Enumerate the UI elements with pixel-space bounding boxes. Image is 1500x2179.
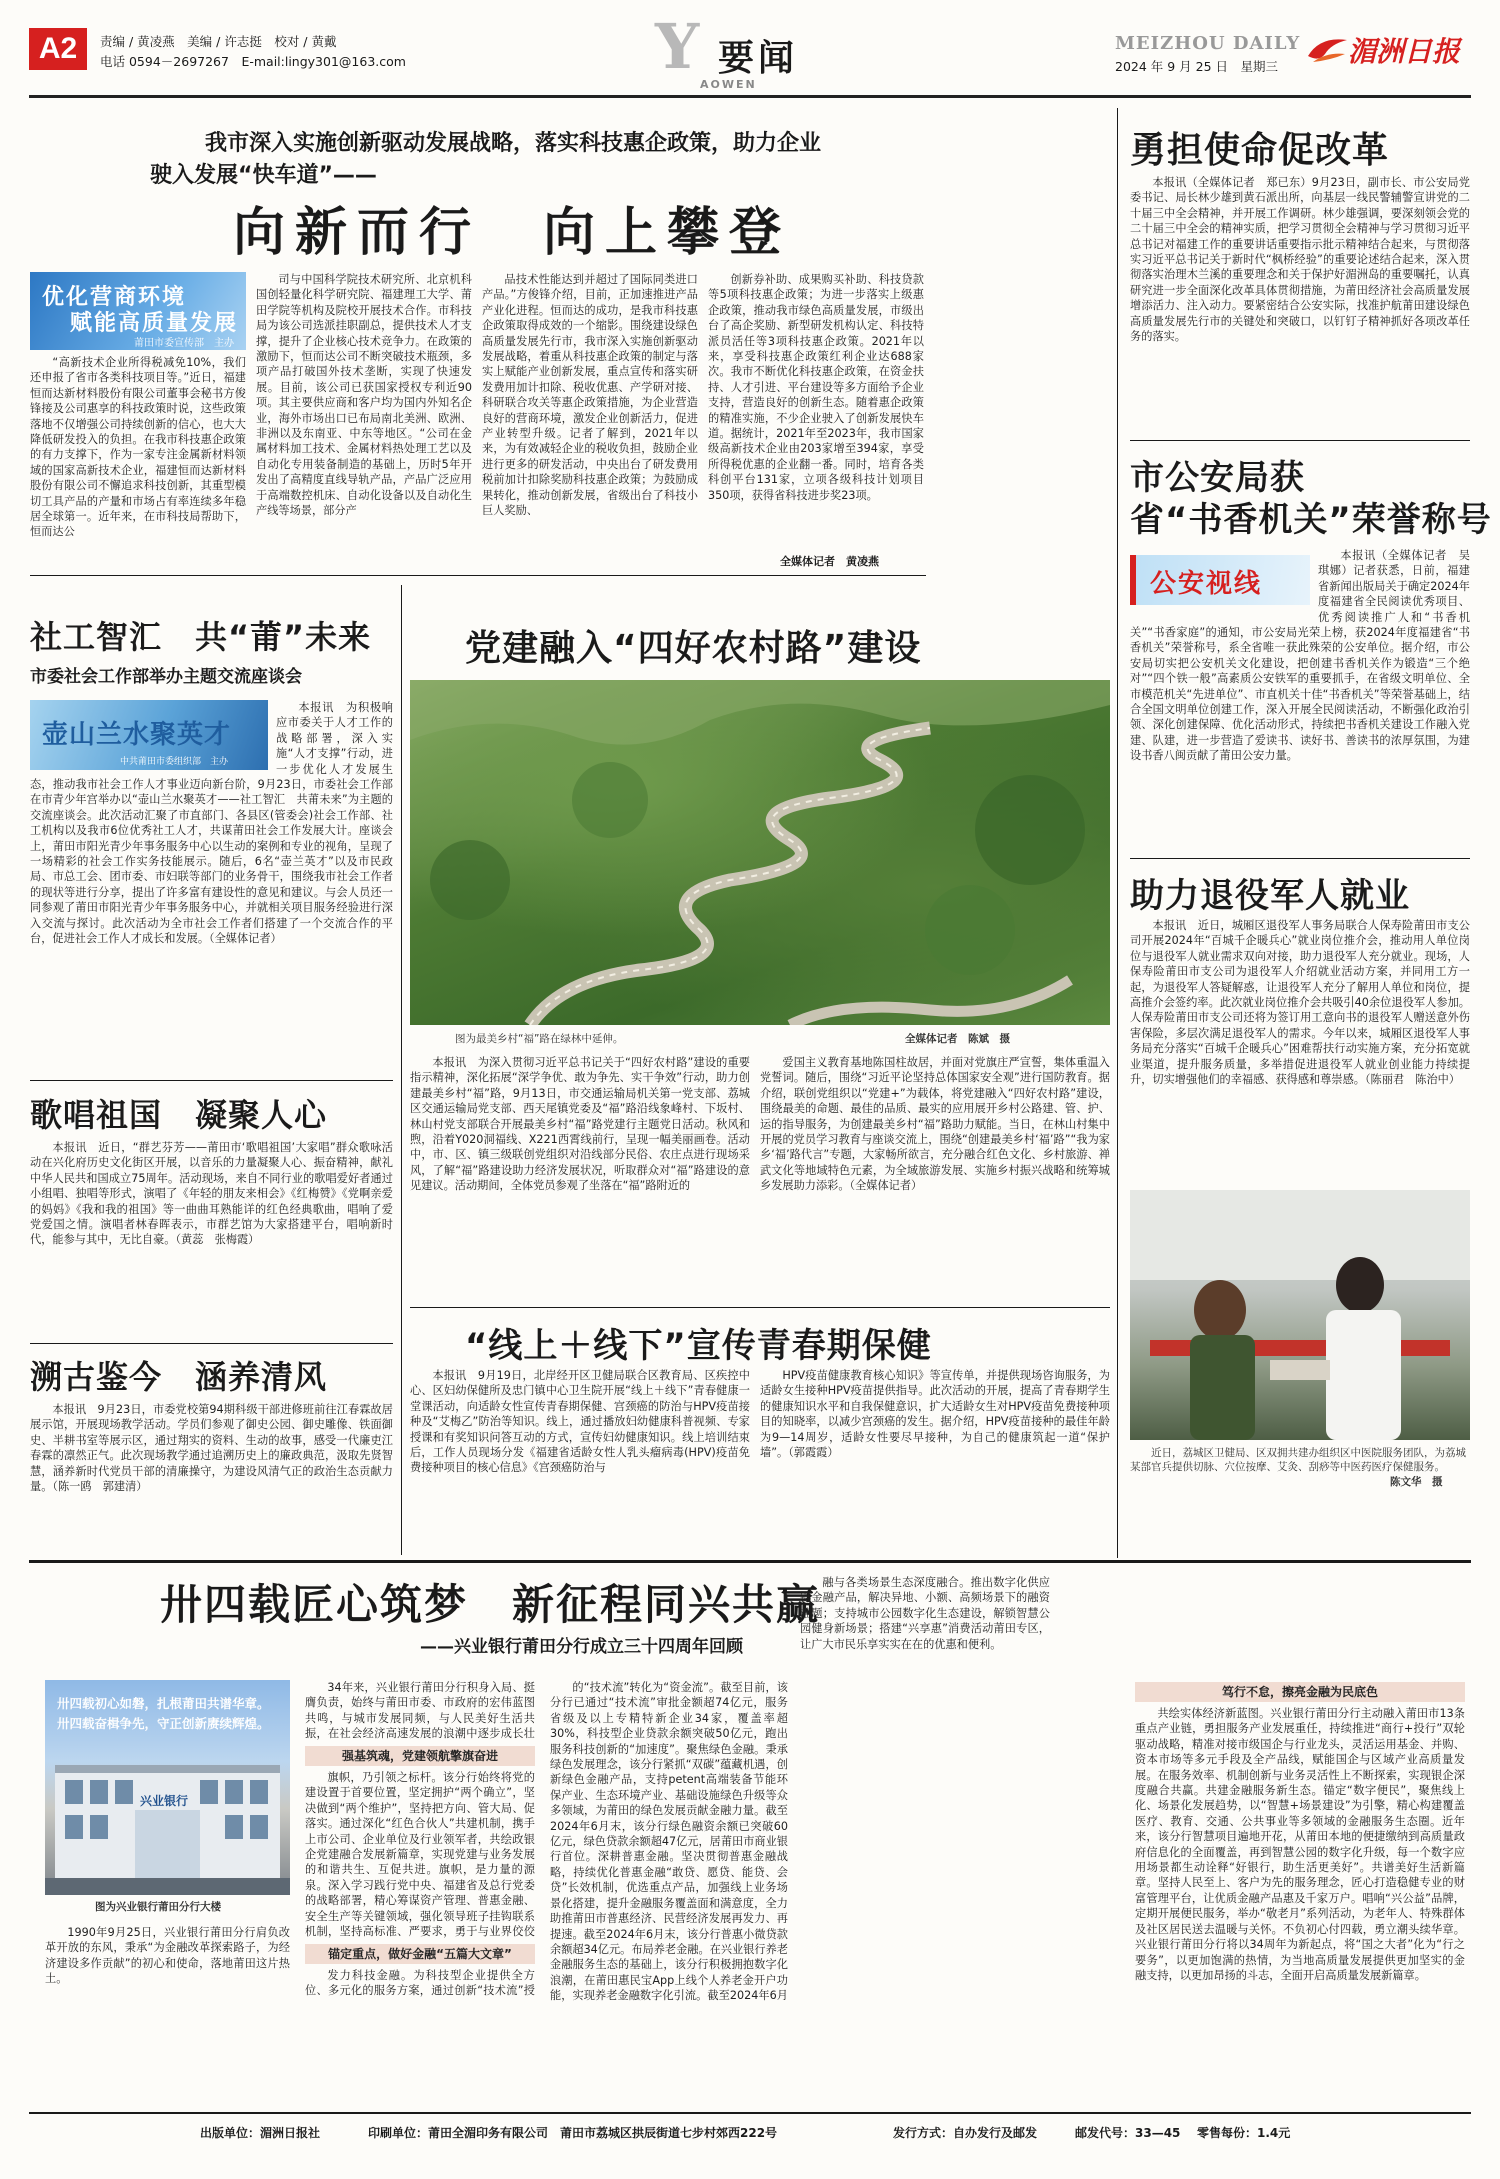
paper-chinese-name: 湄洲日报 — [1348, 35, 1461, 68]
social-subhead: 市委社会工作部举办主题交流座谈会 — [30, 667, 302, 687]
lead-byline: 全媒体记者 黄凌燕 — [780, 555, 879, 568]
bank-subtitle-2: 锚定重点，做好金融“五篇大文章” — [305, 1944, 535, 1964]
bank-col-2-intro: 34年来，兴业银行莆田分行积身入局、挺膺负责，始终与莆田市委、市政府的宏伟蓝图共鸣，与城市发展同频，与人民美好生活共振，在社会经济高速发展的浪潮中逐步成长壮 — [305, 1681, 535, 1741]
footer-distribution: 发行方式：自办发行及邮发 — [893, 2126, 1038, 2140]
veterans-body: 本报讯 近日，城厢区退役军人事务局联合人保寿险莆田市支公司开展2024年“百城千企暖兵心”就业岗位推介会，推动用人单位岗位与退役军人就业需求双向对接，助力退役军人充分就业。现场，人保寿险莆田市支公司为退役军人介绍就业活动方案，并同用工方一起，为退役军人答疑解惑，让退役军人充分了解用人单位和岗位，提高推介会签约率。此次就业岗位推介会共吸引40余位退役军人参加。人保寿险莆田市支公司还将为签订用工意向书的退役军人赠送意外伤害保险，多层次满足退役军人的需求。今年以来，城厢区退役军人事务局充分落实“百城千企暖兵心”困难帮扶行动实施方案，充分拓宽就业渠道，提升服务质量，多举措促进退役军人就业创业能力持续提升，切实增强他们的幸福感、获得感和尊崇感。（陈丽君 陈治中） — [1130, 919, 1470, 1087]
lead-kicker-1: 我市深入实施创新驱动发展战略，落实科技惠企政策，助力企业 — [205, 131, 822, 156]
bank-col-2-tail: 发力科技金融。为科技型企业提供全方位、多元化的服务方案，通过创新“技术流”授 — [305, 1969, 535, 1998]
police-headline-1: 市公安局获 — [1130, 458, 1305, 498]
party-photo — [410, 680, 1110, 1025]
party-photo-credit: 全媒体记者 陈斌 摄 — [905, 1033, 1010, 1045]
police-body: 本报讯（全媒体记者 吴琪娜）记者获悉，日前，福建省新闻出版局关于确定2024年度福建省全民阅读优秀项目、优秀阅读推广人和“书香机关”“书香家庭”的通知，市公安局光荣上榜，获2024年度福建省“书香机关”荣誉称号，系全省唯一获此殊荣的公安单位。据介绍，市公安局切实把公安机关文化建设，把创建书香机关作为锻造“三个绝对”“四个铁一般”高素质公安铁军的重要抓手，在省级文明单位、全市模范机关“先进单位”、市直机关十佳“书香机关”等荣誉基础上，结合全国文明单位创建工作，深入开展全民阅读活动，不断强化政治引领、深化创建保障、优化活动形式，持续把书香机关建设工作融入党建、队建，进一步营造了爱读书、读好书、善读书的浓厚氛围，为建设书香八闽贡献了莆田公安力量。 — [1130, 549, 1470, 763]
bank-sign: 兴业银行 — [140, 1794, 189, 1808]
party-headline: 党建融入“四好农村路”建设 — [465, 628, 922, 669]
footer-publisher: 出版单位：湄洲日报社 — [200, 2126, 321, 2140]
bank-col-2-body: 旗帜，乃引领之标杆。该分行始终将党的建设置于首要位置，坚定拥护“两个确立”，坚决做到“两个维护”，坚持把方向、管大局、促落实。通过深化“红色合伙人”共建机制，携手上市公司、企业单位及行业领军者，共绘政银企党建融合发展新篇章，实现党建与业务发展的和谐共生、互促共进。旗帜，是力量的源泉。深入学习践行党中央、福建省及总行党委的战略部署，精心筹谋资产管理、普惠金融、安全生产等关键领域，强化领导班子挂钩联系机制，坚持高标准、严要求，勇于与业界佼佼 — [305, 1771, 535, 1939]
mission-headline: 勇担使命促改革 — [1130, 130, 1390, 171]
party-photo-caption: 图为最美乡村“福”路在绿林中延伸。 — [455, 1033, 624, 1045]
veterans-photo — [1130, 1190, 1470, 1440]
lead-banner-line-1: 优化营商环境 — [42, 285, 187, 310]
section-letter: Y — [655, 10, 700, 83]
bank-subhead: ——兴业银行莆田分行成立三十四周年回顾 — [420, 1637, 743, 1657]
bank-slogan-1: 卅四载初心如磐，扎根莆田共谱华章。 — [57, 1696, 270, 1711]
bank-subtitle-1: 强基筑魂，党建领航擎旗奋进 — [305, 1746, 535, 1766]
lead-banner — [30, 272, 246, 350]
bank-photo — [45, 1680, 290, 1895]
paper-logo-icon — [1305, 32, 1350, 68]
mission-body: 本报讯（全媒体记者 郑已东）9月23日，副市长、市公安局党委书记、局长林少雄到黄石派出所，向基层一线民警辅警宣讲党的二十届三中全会精神，并开展工作调研。林少雄强调，要深刻领会党的二十届三中全会的精神实质，把学习贯彻全会精神与学习贯彻习近平总书记对福建工作的重要讲话重要指示批示精神结合起来，与贯彻落实习近平总书记关于新时代“枫桥经验”的重要论述结合起来，深入贯彻落实治理木兰溪的重要理念和关于保护好湄洲岛的重要嘱托，认真研究进一步全面深化改革具体贯彻措施，为莆田经济社会高质量发展增添活力、注入动力。要紧密结合公安实际，找准护航莆田建设绿色高质量发展先行市的关键处和突破口，以钉钉子精神抓好各项改革任务的落实。 — [1130, 176, 1470, 344]
footer-postal-code: 邮发代号：33—45 — [1075, 2126, 1181, 2140]
editors-line: 责编 / 黄凌燕 美编 / 许志挺 校对 / 黄戴 — [100, 34, 337, 49]
bank-subtitle-3: 笃行不怠，擦亮金融为民底色 — [1135, 1682, 1465, 1702]
party-col-1: 本报讯 为深入贯彻习近平总书记关于“四好农村路”建设的重要指示精神，深化拓展“深学争优、敢为争先、实干争效”行动，助力创建最美乡村“福”路，9月13日，市交通运输局机关第一党支部、荔城区交通运输局党支部、西天尾镇党委及“福”路沿线象峰村、下坂村、林山村党支部联合开展最美乡村“福”路党建行主题党日活动。秋风和煦，沿着Y020洞福线、X221西霄线前行，呈现一幅美丽画卷。活动中，市、区、镇三级联创党组织对沿线部分民俗、农庄点进行现场采风，了解“福”路建设助力经济发展状况，听取群众对“福”路建设的意见建议。活动期间，全体党员参观了坐落在“福”路附近的 — [410, 1056, 750, 1193]
page-number-badge: A2 — [29, 28, 87, 70]
police-headline-2: 省“书香机关”荣誉称号 — [1130, 500, 1492, 540]
bank-headline: 卅四载匠心筑梦 新征程同兴共赢 — [160, 1580, 821, 1629]
social-headline: 社工智汇 共“莆”未来 — [30, 618, 372, 656]
footer-price: 零售每份：1.4元 — [1197, 2126, 1291, 2140]
history-headline: 溯古鉴今 涵养清风 — [30, 1358, 328, 1396]
bank-slogan-2: 卅四载奋楫争先，守正创新赓续辉煌。 — [57, 1716, 270, 1731]
bank-col-3: 的“技术流”转化为“资金流”。截至目前，该分行已通过“技术流”审批金额超74亿元，服务省级及以上专精特新企业34家，覆盖率超30%，科技型企业贷款余额突破50亿元，跑出服务科技创新的“加速度”。聚焦绿色金融。秉承绿色发展理念，该分行紧抓“双碳”蕴藏机遇，创新绿色金融产品，支持petent高端装备节能环保产业、生态环境产业、基础设施绿色升级等众多领域，为莆田的绿色发展贡献金融力量。截至2024年6月末，该分行绿色融资余额已突破60亿元，绿色贷款余额超47亿元，居莆田市商业银行首位。深耕普惠金融。坚决贯彻普惠金融战略，持续优化普惠金融“敢贷、愿贷、能贷、会贷”长效机制，优选重点产品，加强线上业务场景化搭建，提升金融服务覆盖面和满意度，全力助推莆田市普惠经济、民营经济发展再发力、再提速。截至2024年6月末，该分行普惠小微贷款余额超34亿元。布局养老金融。在兴业银行养老金融服务生态的基础上，该分行积极拥抱数字化浪潮，在莆田惠民宝App上线个人养老金开户功能，实现养老金融数字化引流。截至2024年6月 — [550, 1681, 788, 2003]
lead-banner-line-2: 赋能高质量发展 — [70, 311, 239, 336]
date-line: 2024 年 9 月 25 日 星期三 — [1115, 59, 1279, 74]
sing-body: 本报讯 近日，“群艺芬芳——莆田市‘歌唱祖国’大家唱”群众歌咏活动在兴化府历史文化街区开展，以音乐的力量凝聚人心、振奋精神，献礼中华人民共和国成立75周年。活动现场，来自不同行业的歌唱爱好者通过小组唱、独唱等形式，演唱了《年轻的朋友来相会》《红梅赞》《党啊亲爱的妈妈》《我和我的祖国》等一曲曲耳熟能详的红色经典歌曲，唱响了爱党爱国之情。演唱者林春晖表示，市群艺馆为大家搭建平台，唱响新时代，能参与其中，无比自豪。（黄蕊 张梅霞） — [30, 1141, 393, 1247]
health-col-1: 本报讯 9月19日，北岸经开区卫健局联合区教育局、区疾控中心、区妇幼保健所及忠门镇中心卫生院开展“线上＋线下”青春健康一堂课活动，向适龄女性宣传青春期保健、宫颈癌的防治与HPV疫苗接种及“艾梅乙”防治等知识。线上，通过播放妇幼健康科普视频、专家授课和有奖知识问答互动的方式，宣传妇幼健康知识。线上培训结束后，工作人员现场分发《福建省适龄女性人乳头瘤病毒(HPV)疫苗免费接种项目的核心信息》《宫颈癌防治与 — [410, 1369, 750, 1475]
veterans-headline: 助力退役军人就业 — [1130, 876, 1410, 916]
party-col-2: 爱国主义教育基地陈国柱故居，并面对党旗庄严宣誓，集体重温入党誓词。随后，围绕“习近平论坚持总体国家安全观”进行国防教育。据介绍，联创党组织以“党建+”为载体，将党建融入“四好农村路”建设，围绕最美的命题、最佳的品质、最实的应用展开乡村公路建、管、护、运的指导服务，为创建最美乡村“福”路助力赋能。当日，在林山村集中开展的党员学习教育与座谈交流上，围绕“创建最美乡村‘福’路”“我为家乡‘福’路代言”专题，大家畅所欲言，充分融合红色文化、乡村旅游、禅武文化等地域特色元素，为全域旅游发展、实施乡村振兴战略和统筹城乡发展助力添彩。（全媒体记者） — [760, 1056, 1110, 1193]
bank-intro: 1990年9月25日，兴业银行莆田分行肩负改革开放的东风，秉承“为金融改革探索路子，为经济建设多作贡献”的初心和使命，落地莆田这片热土。 — [45, 1926, 290, 1986]
health-col-2: HPV疫苗健康教育核心知识》等宣传单，并提供现场咨询服务，为适龄女生接种HPV疫苗提供指导。此次活动的开展，提高了青春期学生的健康知识水平和自我保健意识，扩大适龄女生对HPV疫苗免费接种项目的知晓率，以减少宫颈癌的发生。据介绍，HPV疫苗接种的最佳年龄为9—14周岁，适龄女性要尽早接种，为自己的健康筑起一道“保护墙”。（郭霞霞） — [760, 1369, 1110, 1460]
section-title: 要闻 — [718, 38, 799, 79]
lead-col-1: “高新技术企业所得税减免10%，我们还申报了省市各类科技项目等。”近日，福建恒而达新材料股份有限公司董事会秘书方俊锋接及公司惠享的科技政策时说，这些政策落地不仅增强公司持续创新的信心，也大大降低研发投入的负担。在我市科技惠企政策的有力支撑下，作为一家专注金属新材料领域的国家高新技术企业，福建恒而达新材料股份有限公司不懈追求科技创新，其重型模切工具产品的产量和市场占有率连续多年稳居全球第一。近年来，在市科技局帮助下，恒而达公 — [30, 356, 246, 539]
history-body: 本报讯 9月23日，市委党校第94期科级干部进修班前往江春霖故居展示馆，开展现场教学活动。学员们参观了御史公园、御史雕像、铁面御史、半耕书室等展示区，通过翔实的资料、生动的故事，感受一代廉吏江春霖的凛然正气。此次现场教学通过追溯历史上的廉政典范，汲取先贤智慧，涵养新时代党员干部的清廉操守，为建设风清气正的政治生态贡献力量。（陈一鸥 郭建清） — [30, 1403, 393, 1494]
lead-banner-sub: 莆田市委宣传部 主办 — [134, 338, 234, 349]
bank-photo-caption: 图为兴业银行莆田分行大楼 — [95, 1901, 221, 1913]
social-banner-sub: 中共莆田市委组织部 主办 — [120, 757, 229, 767]
footer-printer: 印刷单位：莆田全湄印务有限公司 莆田市荔城区拱辰街道七步村郊西222号 — [368, 2126, 778, 2140]
lead-col-4: 创新券补助、成果购买补助、科技贷款等5项科技惠企政策；为进一步落实上级惠企政策，推动我市绿色高质量发展，市级出台了高企奖励、新型研发机构认定、科技特派员活任等3项科技惠企政策。2021年以来，享受科技惠企政策红利企业达688家次。我市不断优化科技惠企政策，在资金扶持、人才引进、平台建设等多方面给予企业支持，营造良好的创新生态。随着惠企政策的精准实施，不少企业驶入了创新发展快车道。据统计，2021年至2023年，我市国家级高新技术企业由203家增至394家，享受所得税优惠的企业翻一番。同时，培育各类科创平台131家，立项各级科技计划项目350项，获得省科技进步奖23项。 — [708, 273, 924, 502]
lead-col-3: 品技术性能达到并超过了国际同类进口产品。”方俊锋介绍，目前，正加速推进产品产业化进程。恒而达的成功，是我市科技惠企政策取得成效的一个缩影。围绕建设绿色高质量发展先行市，我市深入实施创新驱动发展战略，着重从科技惠企政策的制定与落实上赋能产业创新发展，重点宣传和落实研发费用加计扣除、税收优惠、产学研对接、科研联合攻关等惠企政策措施，为企业营造良好的营商环境，激发企业创新活力，促进产业转型升级。记者了解到，2021年以来，为有效减轻企业的税收负担，鼓励企业进行更多的研发活动，中央出台了研发费用税前加计扣除奖励科技惠企政策；为鼓励成果转化，推动创新发展，省级出台了科技小巨人奖励、 — [482, 273, 698, 518]
bank-col-4-body: 共绘实体经济新蓝图。兴业银行莆田分行主动融入莆田市13条重点产业链，勇担服务产业发展重任，持续推进“商行+投行”双轮驱动战略，精准对接市级国企与行业龙头，灵活运用基金、并购、资本市场等多元手段及全产品线，赋能国企与区域产业高质量发展。在服务效率、机制创新与业务灵活性上不断探索，实现银企深度融合共赢。共建金融服务新生态。锚定“数字便民”，聚焦线上化、场景化发展趋势，以“智慧+场景建设”为引擎，精心构建覆盖医疗、教育、交通、公共事业等多领域的金融服务生态圈。近年来，该分行智慧项目遍地开花，从莆田本地的便捷缴纳到高质量政府信息化的全面覆盖，再到智慧公园的数字化升级，每一个数字应用场景都生动诠释“好银行，助生活更美好”。共谱美好生活新篇章。坚持人民至上、客户为先的服务理念，匠心打造稳健专业的财富管理平台，让优质金融产品惠及千家万户。唱响“兴公益”品牌，定期开展便民服务，举办“敬老月”系列活动，为老年人、特殊群体及社区居民送去温暖与关怀。不负初心付四载，勇立潮头续华章。兴业银行莆田分行将以34周年为新起点，将“国之大者”化为“行之要务”，以更加饱满的热情，为当地高质量发展提供更加坚实的金融支持，以更加昂扬的斗志，全面开启高质量发展新篇章。 — [1135, 1707, 1465, 1982]
lead-headline: 向新而行 向上攀登 — [233, 203, 792, 263]
bank-col-4-top: 融与各类场景生态深度融合。推出数字化供应链金融产品，解决异地、小额、高频场景下的融资难题；支持城市公园数字化生态建设，解锁智慧公园健身新场景；搭建“兴享惠”消费活动莆田专区，让广大市民乐享实实在在的优惠和便利。 — [800, 1576, 1050, 1651]
social-banner-title: 壶山兰水聚英才 — [42, 720, 232, 750]
section-pinyin: AOWEN — [700, 78, 757, 91]
veterans-photo-caption: 近日，荔城区卫健局、区双拥共建办组织区中医院服务团队，为荔城某部官兵提供切脉、穴位按摩、艾灸、刮痧等中医药医疗保健服务。 — [1130, 1447, 1466, 1473]
lead-col-2: 司与中国科学院技术研究所、北京机科国创轻量化科学研究院、福建理工大学、莆田学院等机构及院校开展技术合作。市科技局为该公司选派挂职副总，提供技术人才支撑，提升了企业核心技术竞争力。在政策的激励下，恒而达公司不断突破技术瓶颈，多项产品打破国外技术垄断，实现了快速发展。目前，该公司已获国家授权专利近90项。其主要供应商和客户均为国内外知名企业，海外市场出口已布局南北美洲、欧洲、非洲以及东南亚、中东等地区。“公司在金属材料加工技术、金属材料热处理工艺以及自动化专用装备制造的基础上，历时5年开发出了高精度直线导轨产品，产品广泛应用于高端数控机床、自动化设备以及自动化生产线等场景，部分产 — [256, 273, 472, 518]
paper-english-name: MEIZHOU DAILY — [1115, 33, 1301, 54]
police-banner-title: 公安视线 — [1150, 569, 1263, 599]
contact-line: 电话 0594－2697267 E-mail:lingy301@163.com — [100, 54, 406, 69]
social-body: 本报讯 为积极响应市委关于人才工作的战略部署，深入实施“人才支撑”行动，进一步优化人才发展生态，推动我市社会工作人才事业迈向新台阶，9月23日，市委社会工作部在市青少年宫举办以“壶山兰水聚英才——社工智汇 共莆未来”为主题的交流座谈会。此次活动汇聚了市直部门、各县区(管委会)社会工作部、社工机构以及我市6位优秀社工人才，共谋莆田社会工作发展大计。座谈会上，莆田市阳光青少年事务服务中心以生动的案例和专业的视角，呈现了一场精彩的社会工作实务技能展示。随后，6名“壶兰英才”以及市民政局、市总工会、团市委、市妇联等部门的业务骨干，围绕我市社会工作者的现状等进行分享，提出了许多富有建设性的意见和建议。与会人员还一同参观了莆田市阳光青少年事务服务中心，并就相关项目服务经验进行深入交流与探讨。此次活动为全市社会工作者们搭建了一个交流合作的平台，促进社会工作人才成长和发展。（全媒体记者） — [30, 701, 393, 946]
lead-kicker-2: 驶入发展“快车道”—— — [150, 163, 377, 188]
veterans-photo-credit: 陈文华 摄 — [1390, 1476, 1443, 1488]
sing-headline: 歌唱祖国 凝聚人心 — [30, 1096, 328, 1134]
health-headline: “线上＋线下”宣传青春期保健 — [465, 1326, 932, 1366]
